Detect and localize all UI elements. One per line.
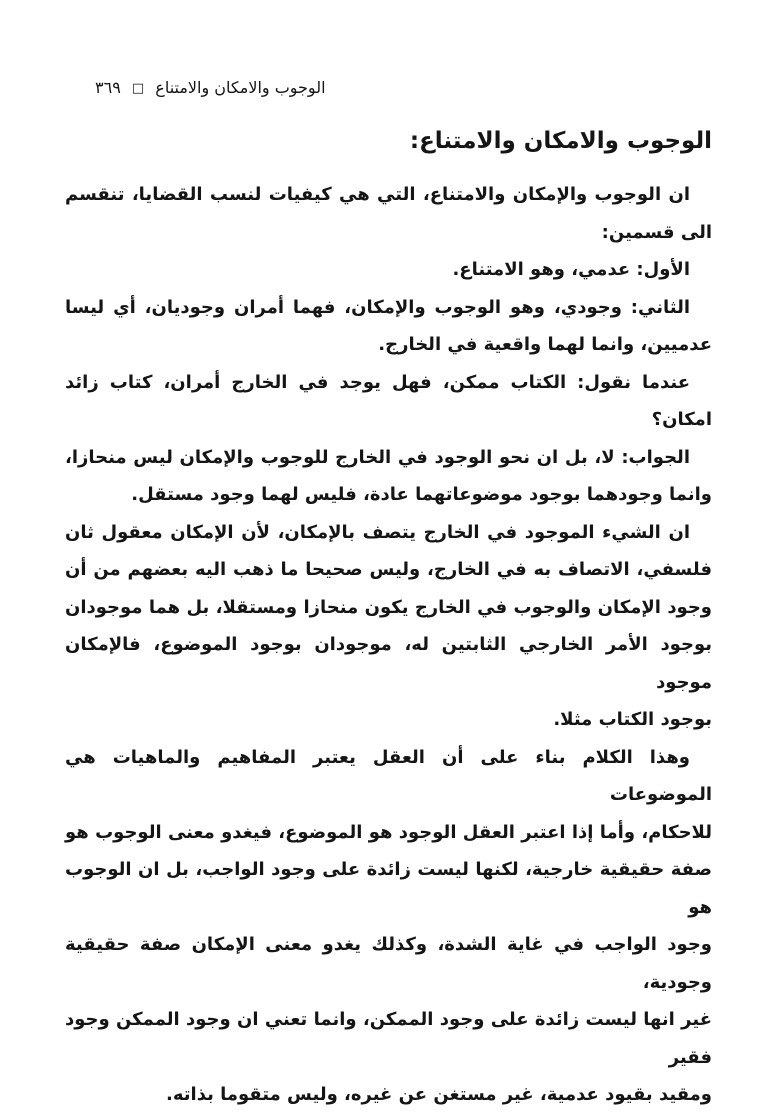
paragraph xyxy=(65,289,712,364)
text-line: امكان؟ xyxy=(651,409,712,430)
text-line: وانما وجودهما بوجود موضوعاتهما عادة، فليس لهما وجود مستقل. xyxy=(131,484,712,505)
text-line: الأول: عدمي، وهو الامتناع. xyxy=(452,259,690,280)
text-line: وهذا الكلام بناء على أن العقل يعتبر المفاهيم والماهيات هي الموضوعات xyxy=(65,746,712,805)
page-number: ٣٦٩ xyxy=(95,78,121,97)
text-line: وجود الإمكان والوجوب في الخارج يكون منحازا ومستقلا، بل هما موجودان xyxy=(65,596,712,618)
text-line: الى قسمين: xyxy=(601,221,712,243)
text-line: الثاني: وجودي، وهو الوجوب والإمكان، فهما أمران وجوديان، أي ليسا xyxy=(65,296,690,318)
page-title: الوجوب والامكان والامتناع: xyxy=(409,128,712,154)
text-line: ان الوجوب والإمكان والامتناع، التي هي كيفيات لنسب القضايا، تنقسم xyxy=(65,184,690,205)
text-line: بوجود الأمر الخارجي الثابتين له، موجودان بوجود الموضوع، فالإمكان موجود xyxy=(65,634,712,693)
text-line: عدميين، وانما لهما واقعية في الخارج. xyxy=(378,334,712,355)
text-line: وجود الواجب في غاية الشدة، وكذلك يغدو معنى الإمكان صفة حقيقية وجودية، xyxy=(65,934,712,993)
text-line: بوجود الكتاب مثلا. xyxy=(553,709,712,730)
paragraph xyxy=(65,364,712,439)
paragraph xyxy=(65,514,712,739)
text-line: صفة حقيقية خارجية، لكنها ليست زائدة على وجود الواجب، بل ان الوجوب هو xyxy=(65,859,712,918)
running-header xyxy=(95,78,326,97)
text-line: عندما نقول: الكتاب ممكن، فهل يوجد في الخارج أمران، كتاب زائد xyxy=(65,371,690,393)
paragraph xyxy=(65,251,712,289)
paragraph xyxy=(65,739,712,1114)
text-line: الجواب: لا، بل ان نحو الوجود في الخارج للوجوب والإمكان ليس منحازا، xyxy=(65,446,690,468)
text-line: فلسفي، الاتصاف به في الخارج، وليس صحيحا ما ذهب اليه بعضهم من أن xyxy=(65,559,712,580)
text-line: ان الشيء الموجود في الخارج يتصف بالإمكان، لأن الإمكان معقول ثان xyxy=(65,521,690,543)
paragraph xyxy=(65,439,712,514)
square-separator-icon: □ xyxy=(131,81,145,96)
page-body xyxy=(65,176,712,1114)
text-line: غير انها ليست زائدة على وجود الممكن، وانما تعني ان وجود الممكن وجود فقير xyxy=(65,1009,712,1068)
text-line: للاحكام، وأما إذا اعتبر العقل الوجود هو الموضوع، فيغدو معنى الوجوب هو xyxy=(65,821,712,843)
paragraph xyxy=(65,176,712,251)
text-line: ومقيد بقيود عدمية، غير مستغن عن غيره، وليس متقوما بذاته. xyxy=(166,1084,712,1105)
running-header-title: الوجوب والامكان والامتناع xyxy=(155,78,326,97)
